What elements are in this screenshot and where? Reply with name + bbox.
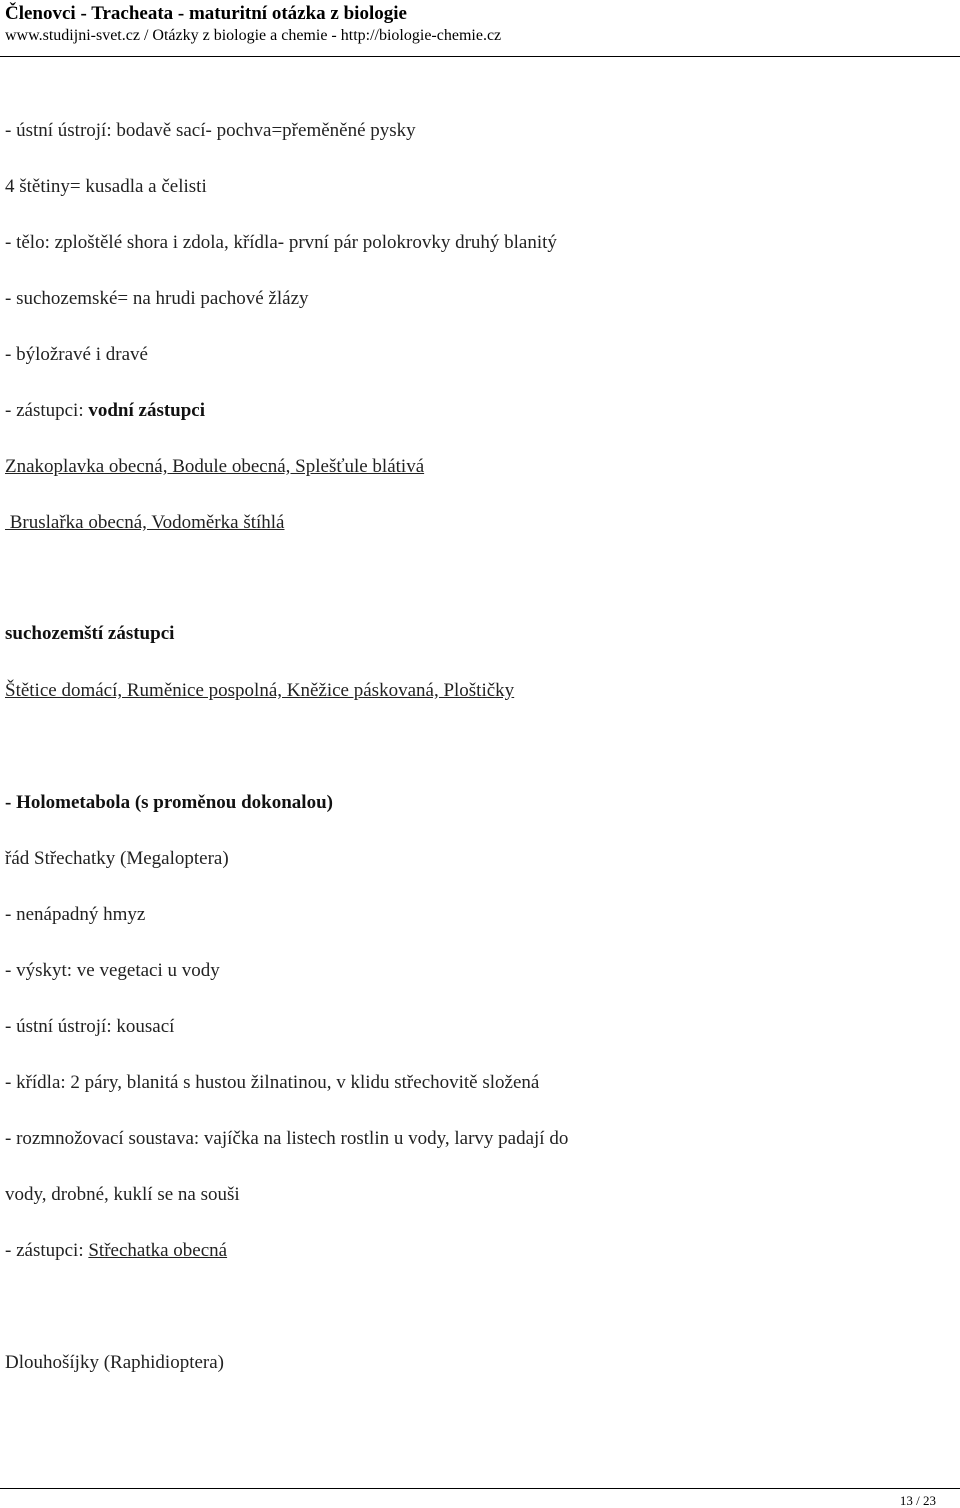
- document-source: www.studijni-svet.cz / Otázky z biologie a chemie - http://biologie-chemie.cz: [5, 27, 502, 44]
- text-line: - tělo: zploštělé shora i zdola, křídla- první pár polokrovky druhý blanitý: [5, 232, 557, 253]
- text-line: [5, 399, 205, 423]
- species-link[interactable]: Střechatka obecná: [88, 1240, 228, 1261]
- page-number: 13 / 23: [899, 1493, 936, 1508]
- footer-divider: [0, 1488, 960, 1489]
- text-prefix: - zástupci:: [5, 400, 89, 421]
- text-line: 4 štětiny= kusadla a čelisti: [5, 176, 207, 197]
- bold-heading: vodní zástupci: [88, 400, 206, 421]
- text-line: - výskyt: ve vegetaci u vody: [5, 960, 220, 981]
- text-line: - ústní ústrojí: kousací: [5, 1016, 175, 1037]
- page-header: [5, 2, 955, 46]
- species-link[interactable]: Znakoplavka obecná, Bodule obecná, Splešťule blátivá: [5, 456, 425, 477]
- section-heading: - Holometabola (s proměnou dokonalou): [5, 792, 333, 813]
- text-line: - suchozemské= na hrudi pachové žlázy: [5, 288, 309, 309]
- species-link[interactable]: Bruslařka obecná, Vodoměrka štíhlá: [5, 512, 285, 533]
- header-divider: [0, 56, 960, 57]
- text-line: - rozmnožovací soustava: vajíčka na listech rostlin u vody, larvy padají do: [5, 1128, 569, 1149]
- document-title: Členovci - Tracheata - maturitní otázka z biologie: [5, 3, 407, 24]
- text-line: řád Střechatky (Megaloptera): [5, 848, 229, 869]
- text-prefix: - zástupci:: [5, 1240, 89, 1261]
- text-line: - ústní ústrojí: bodavě sací- pochva=přeměněné pysky: [5, 120, 416, 141]
- text-line: - křídla: 2 páry, blanitá s hustou žilnatinou, v klidu střechovitě složená: [5, 1072, 540, 1093]
- section-heading: suchozemští zástupci: [5, 623, 175, 644]
- text-line: Dlouhošíjky (Raphidioptera): [5, 1352, 224, 1373]
- text-line: [5, 1239, 227, 1263]
- species-link[interactable]: Štětice domácí, Ruměnice pospolná, Kněžice páskovaná, Ploštičky: [5, 680, 515, 701]
- text-line: - býložravé i dravé: [5, 344, 148, 365]
- text-line: - nenápadný hmyz: [5, 904, 146, 925]
- text-line: vody, drobné, kuklí se na souši: [5, 1184, 240, 1205]
